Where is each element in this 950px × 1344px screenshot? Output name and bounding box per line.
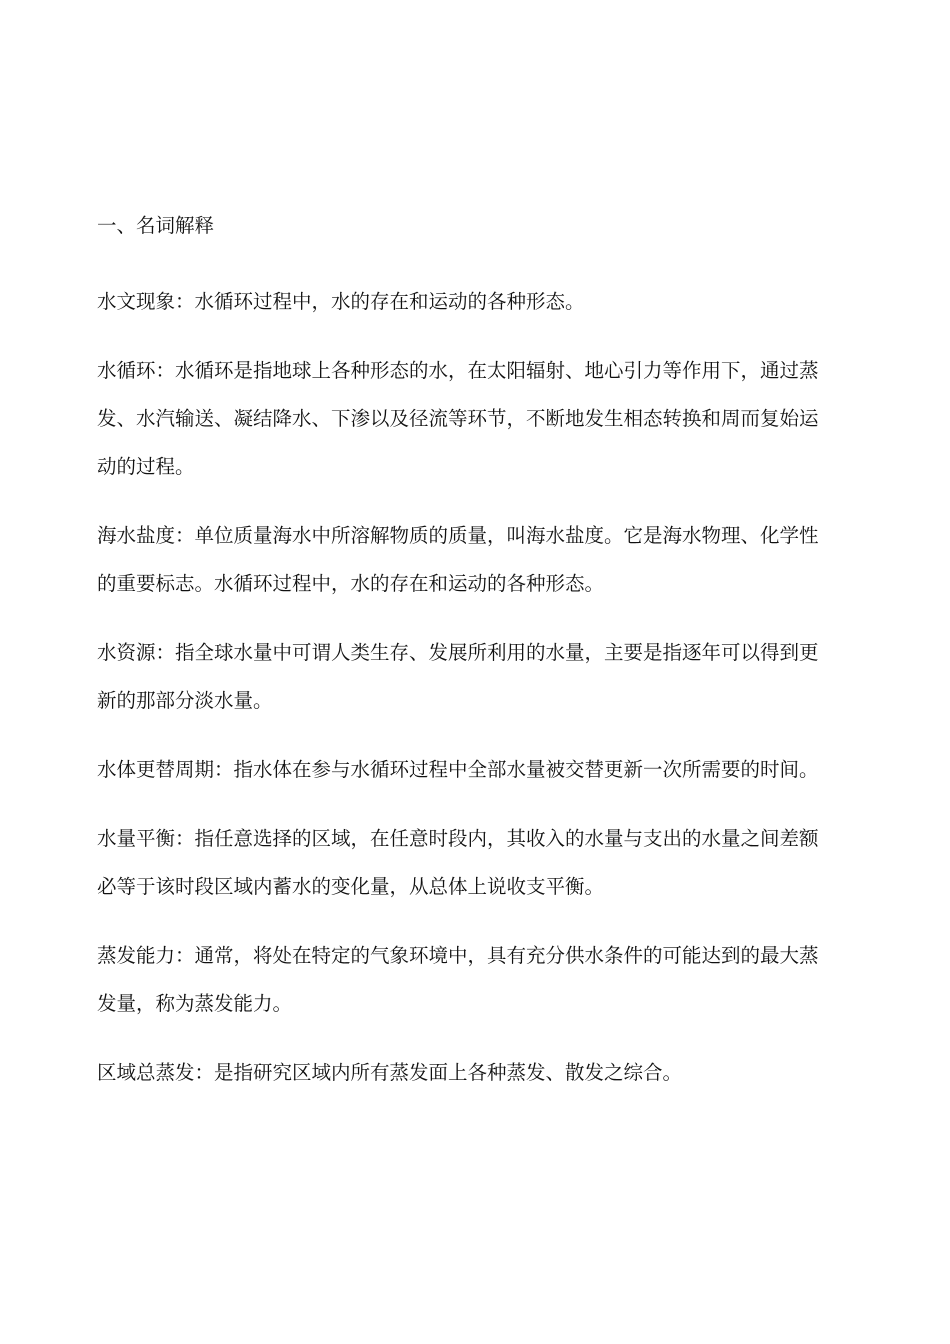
- definition-line: 发、水汽输送、凝结降水、下渗以及径流等环节，不断地发生相态转换和周而复始运: [97, 407, 819, 430]
- definition-line: 动的过程。: [97, 455, 195, 478]
- definition-renewal-period: [97, 746, 849, 794]
- definition-line: 新的那部分淡水量。: [97, 689, 273, 712]
- document-body: [97, 208, 849, 1118]
- definition-regional-evaporation: [97, 1049, 849, 1097]
- definition-line: 水循环：水循环是指地球上各种形态的水，在太阳辐射、地心引力等作用下，通过蒸: [97, 359, 819, 382]
- definition-evaporation-capacity: [97, 932, 849, 1028]
- definition-seawater-salinity: [97, 512, 849, 608]
- definition-water-balance: [97, 815, 849, 911]
- definition-hydrological-phenomenon: [97, 278, 849, 326]
- definition-line: 的重要标志。水循环过程中，水的存在和运动的各种形态。: [97, 572, 605, 595]
- definition-line: 水体更替周期：指水体在参与水循环过程中全部水量被交替更新一次所需要的时间。: [97, 758, 819, 781]
- definition-line: 水文现象：水循环过程中，水的存在和运动的各种形态。: [97, 290, 585, 313]
- definition-line: 水资源：指全球水量中可谓人类生存、发展所利用的水量，主要是指逐年可以得到更: [97, 641, 819, 664]
- definition-line: 海水盐度：单位质量海水中所溶解物质的质量，叫海水盐度。它是海水物理、化学性: [97, 524, 819, 547]
- definition-line: 蒸发能力：通常，将处在特定的气象环境中，具有充分供水条件的可能达到的最大蒸: [97, 944, 819, 967]
- section-heading: 一、名词解释: [97, 214, 215, 237]
- definition-line: 水量平衡：指任意选择的区域，在任意时段内，其收入的水量与支出的水量之间差额: [97, 827, 819, 850]
- definition-line: 发量，称为蒸发能力。: [97, 992, 293, 1015]
- definition-line: 必等于该时段区域内蓄水的变化量，从总体上说收支平衡。: [97, 875, 605, 898]
- definition-water-cycle: [97, 347, 849, 491]
- definition-line: 区域总蒸发：是指研究区域内所有蒸发面上各种蒸发、散发之综合。: [97, 1061, 683, 1084]
- definition-water-resources: [97, 629, 849, 725]
